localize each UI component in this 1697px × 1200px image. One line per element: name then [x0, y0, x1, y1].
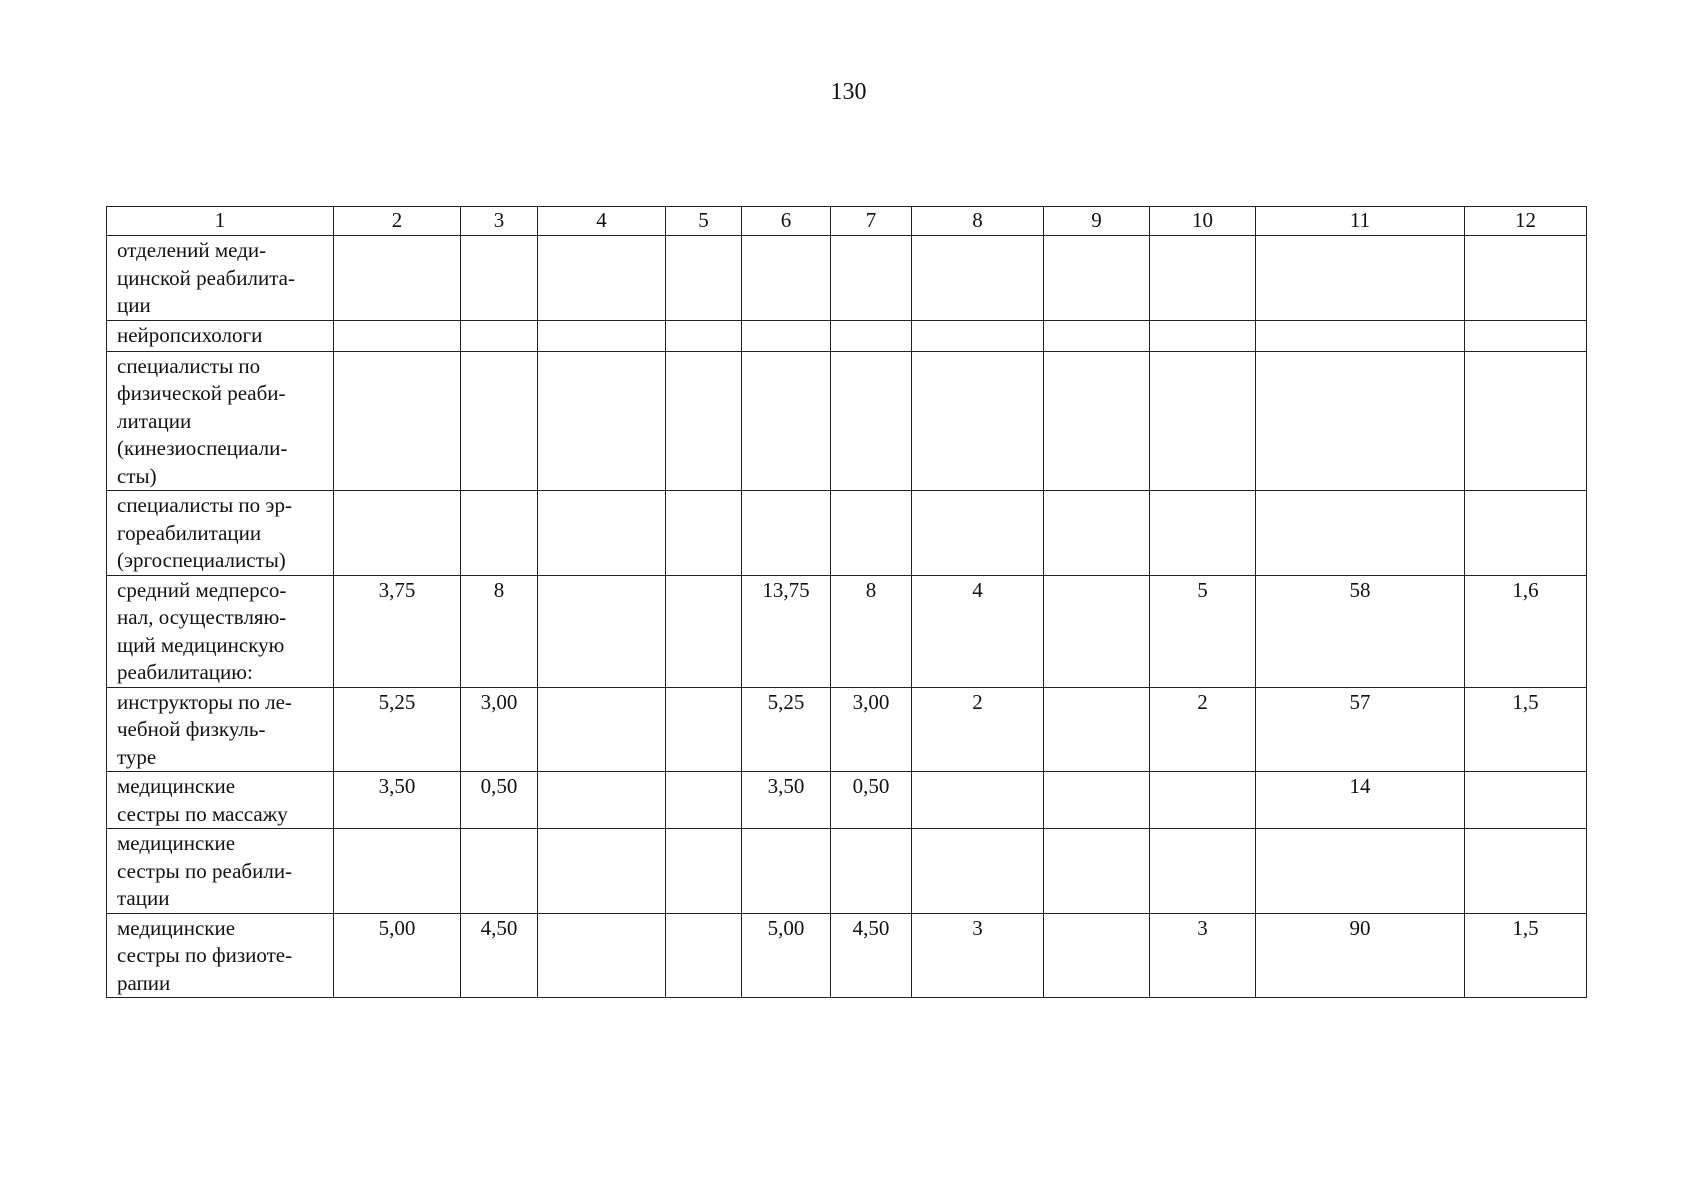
column-header: 7 — [831, 207, 912, 236]
table-cell: 3 — [1150, 913, 1256, 998]
row-label: средний медперсо- нал, осуществляю- щий медицинскую реабилитацию: — [107, 575, 334, 687]
table-cell — [742, 236, 831, 321]
column-number-row — [107, 207, 1587, 236]
table-cell: 5,00 — [742, 913, 831, 998]
table-row — [107, 351, 1587, 491]
table-cell — [831, 320, 912, 351]
table-cell: 4,50 — [831, 913, 912, 998]
table-cell — [666, 320, 742, 351]
table-cell — [334, 236, 461, 321]
table-cell — [1150, 491, 1256, 576]
column-header: 4 — [538, 207, 666, 236]
table-cell — [912, 320, 1044, 351]
table-cell — [538, 575, 666, 687]
table-cell — [912, 772, 1044, 829]
table-row — [107, 491, 1587, 576]
table-cell — [666, 687, 742, 772]
table-cell: 5,25 — [742, 687, 831, 772]
table-cell — [1044, 320, 1150, 351]
table-cell — [831, 829, 912, 914]
table-cell — [334, 491, 461, 576]
table-cell — [1150, 351, 1256, 491]
table-cell — [1044, 236, 1150, 321]
table-cell: 4,50 — [461, 913, 538, 998]
table-cell — [1465, 829, 1587, 914]
table-cell: 58 — [1256, 575, 1465, 687]
row-label: нейропсихологи — [107, 320, 334, 351]
table-row — [107, 687, 1587, 772]
table-cell — [538, 829, 666, 914]
table-cell: 1,5 — [1465, 913, 1587, 998]
table-cell — [461, 351, 538, 491]
table-cell — [538, 772, 666, 829]
table-cell — [538, 913, 666, 998]
page-number: 130 — [830, 79, 867, 105]
table-cell — [666, 491, 742, 576]
table-row — [107, 236, 1587, 321]
table-cell: 5,25 — [334, 687, 461, 772]
table-cell — [1465, 320, 1587, 351]
table-cell — [666, 236, 742, 321]
table-cell: 90 — [1256, 913, 1465, 998]
row-label: специалисты по физической реаби- литации (кинезиоспециали- сты) — [107, 351, 334, 491]
table-cell: 0,50 — [461, 772, 538, 829]
staff-table-container — [106, 206, 1587, 998]
table-cell — [538, 351, 666, 491]
table-cell — [1465, 491, 1587, 576]
column-header: 6 — [742, 207, 831, 236]
column-header: 3 — [461, 207, 538, 236]
table-cell — [334, 320, 461, 351]
table-cell — [461, 491, 538, 576]
table-cell — [1044, 687, 1150, 772]
table-cell — [461, 829, 538, 914]
table-cell — [1044, 913, 1150, 998]
staff-table — [106, 206, 1587, 998]
table-cell — [538, 320, 666, 351]
row-label: медицинские сестры по физиоте- рапии — [107, 913, 334, 998]
table-cell — [538, 236, 666, 321]
table-cell — [831, 491, 912, 576]
column-header: 12 — [1465, 207, 1587, 236]
table-cell — [742, 829, 831, 914]
table-cell: 4 — [912, 575, 1044, 687]
table-row — [107, 829, 1587, 914]
table-cell — [334, 829, 461, 914]
table-cell: 5,00 — [334, 913, 461, 998]
table-cell — [1256, 236, 1465, 321]
table-cell: 3,00 — [461, 687, 538, 772]
table-cell — [334, 351, 461, 491]
table-cell — [538, 491, 666, 576]
table-cell: 1,6 — [1465, 575, 1587, 687]
table-cell — [666, 351, 742, 491]
column-header: 5 — [666, 207, 742, 236]
table-cell: 8 — [461, 575, 538, 687]
table-cell — [1256, 351, 1465, 491]
column-header: 9 — [1044, 207, 1150, 236]
table-cell: 2 — [1150, 687, 1256, 772]
table-cell — [742, 351, 831, 491]
table-cell: 3,75 — [334, 575, 461, 687]
table-cell: 5 — [1150, 575, 1256, 687]
table-cell: 3,50 — [334, 772, 461, 829]
table-cell — [1044, 351, 1150, 491]
table-cell — [461, 320, 538, 351]
table-cell — [666, 575, 742, 687]
table-cell — [1150, 829, 1256, 914]
table-cell — [461, 236, 538, 321]
table-cell: 3,00 — [831, 687, 912, 772]
table-cell: 13,75 — [742, 575, 831, 687]
table-cell — [1150, 236, 1256, 321]
table-cell — [1465, 236, 1587, 321]
table-cell — [1044, 829, 1150, 914]
table-cell: 3,50 — [742, 772, 831, 829]
column-header: 2 — [334, 207, 461, 236]
table-cell — [666, 772, 742, 829]
column-header: 10 — [1150, 207, 1256, 236]
table-cell: 14 — [1256, 772, 1465, 829]
table-cell — [912, 351, 1044, 491]
table-cell — [666, 829, 742, 914]
row-label: специалисты по эр- гореабилитации (эргоспециалисты) — [107, 491, 334, 576]
table-cell — [742, 320, 831, 351]
table-cell — [912, 829, 1044, 914]
table-cell — [831, 236, 912, 321]
row-label: медицинские сестры по реабили- тации — [107, 829, 334, 914]
table-cell — [912, 236, 1044, 321]
column-header: 8 — [912, 207, 1044, 236]
table-cell — [666, 913, 742, 998]
table-cell — [1465, 772, 1587, 829]
column-header: 11 — [1256, 207, 1465, 236]
table-row — [107, 913, 1587, 998]
table-cell: 3 — [912, 913, 1044, 998]
table-cell: 0,50 — [831, 772, 912, 829]
table-row — [107, 575, 1587, 687]
table-cell — [1465, 351, 1587, 491]
table-row — [107, 320, 1587, 351]
table-cell — [912, 491, 1044, 576]
table-cell — [1150, 320, 1256, 351]
table-cell — [538, 687, 666, 772]
table-cell — [742, 491, 831, 576]
table-cell: 1,5 — [1465, 687, 1587, 772]
table-cell — [1044, 491, 1150, 576]
table-cell — [1150, 772, 1256, 829]
row-label: отделений меди- цинской реабилита- ции — [107, 236, 334, 321]
table-cell: 2 — [912, 687, 1044, 772]
table-cell — [1044, 772, 1150, 829]
table-cell — [1044, 575, 1150, 687]
table-row — [107, 772, 1587, 829]
row-label: медицинские сестры по массажу — [107, 772, 334, 829]
table-cell — [1256, 491, 1465, 576]
column-header: 1 — [107, 207, 334, 236]
row-label: инструкторы по ле- чебной физкуль- туре — [107, 687, 334, 772]
table-cell — [831, 351, 912, 491]
table-cell: 8 — [831, 575, 912, 687]
table-cell — [1256, 320, 1465, 351]
table-cell: 57 — [1256, 687, 1465, 772]
table-cell — [1256, 829, 1465, 914]
